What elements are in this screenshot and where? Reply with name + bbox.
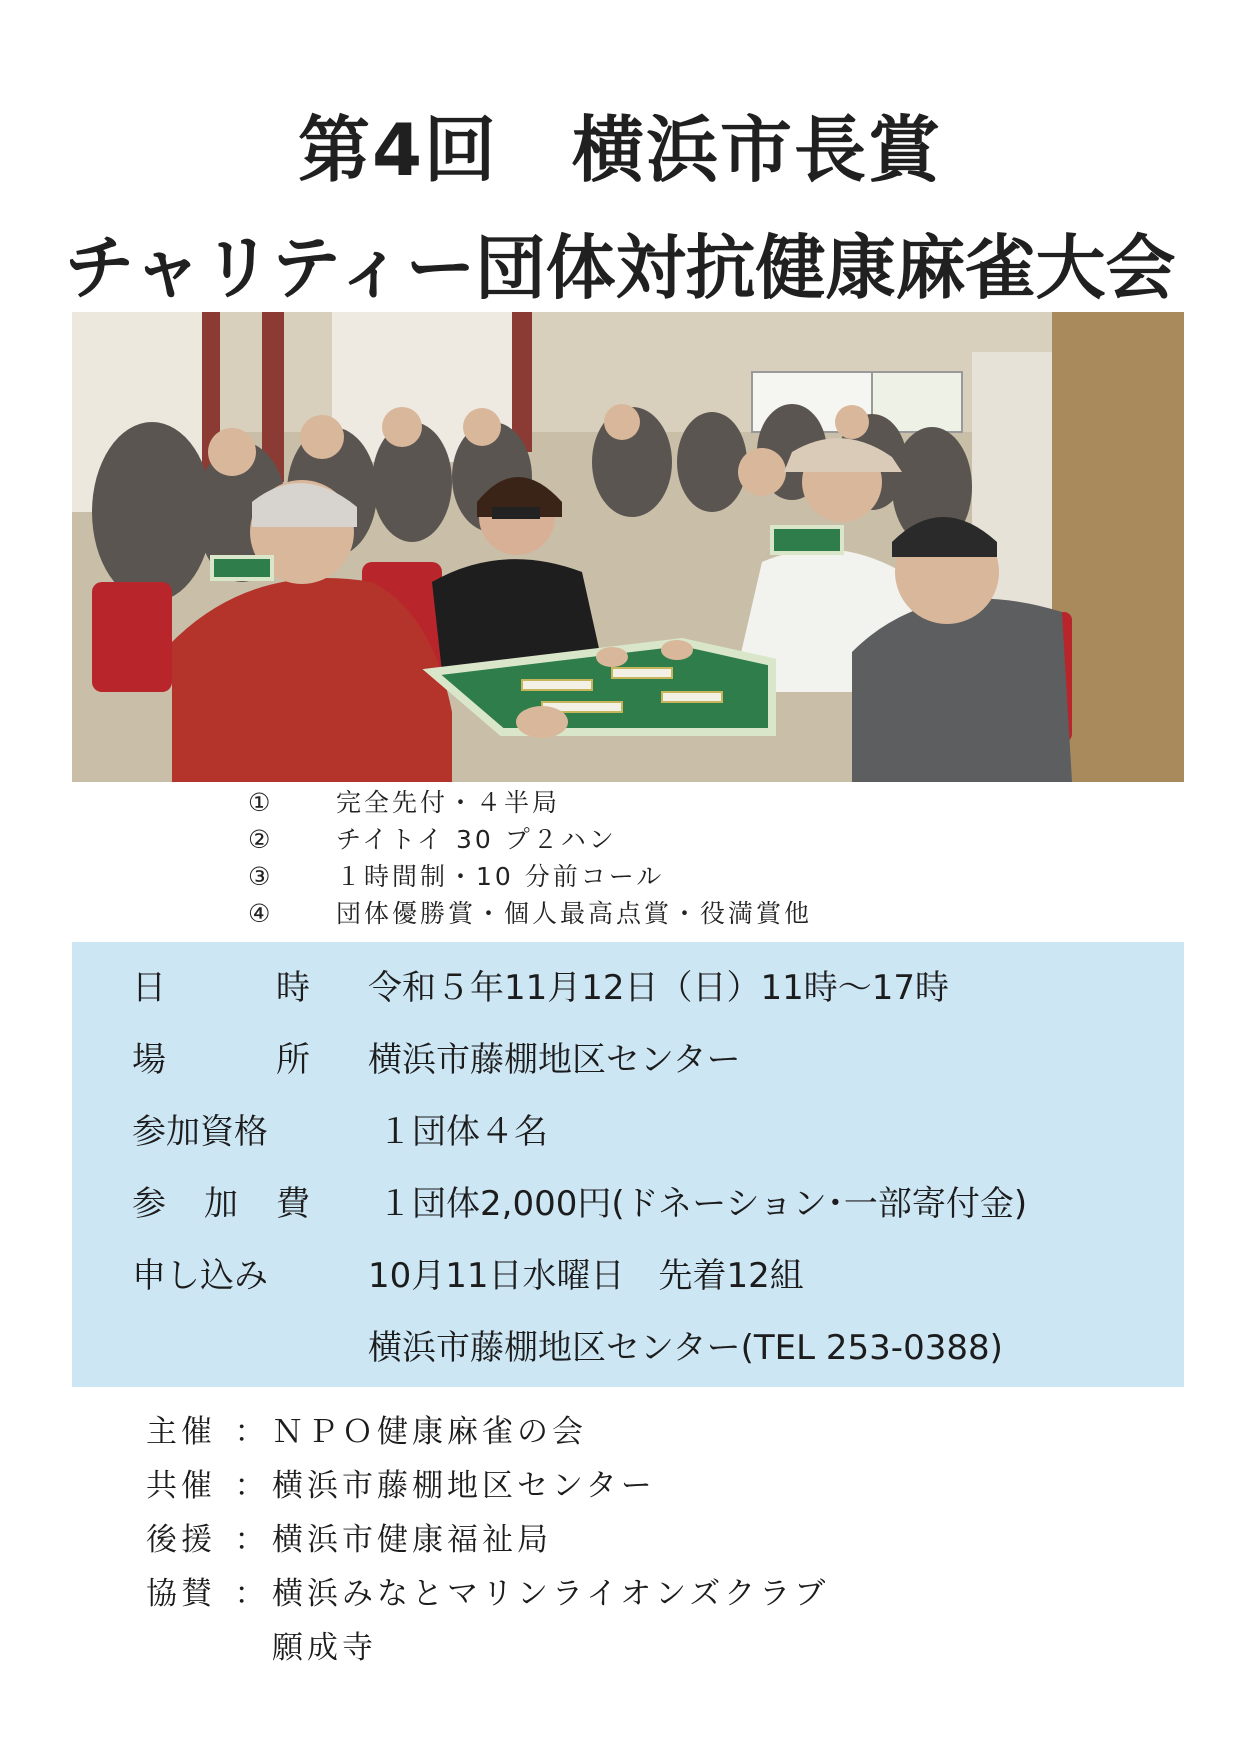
- label-char: 費: [276, 1184, 310, 1224]
- rule-item: [248, 784, 1148, 821]
- organizer-colon: ：: [234, 1468, 266, 1504]
- info-row-contact: [72, 1310, 1184, 1370]
- rules-list: [248, 784, 1148, 932]
- info-label-place: [132, 1032, 310, 1081]
- info-label-fee: [132, 1176, 310, 1225]
- info-row-application: [72, 1238, 1184, 1298]
- label-char: 時: [276, 968, 310, 1008]
- organizer-name: 横浜市健康福祉局: [272, 1522, 552, 1558]
- label-char: 参: [132, 1184, 166, 1224]
- organizer-role: 協賛: [146, 1576, 216, 1612]
- organizer-colon: ：: [234, 1522, 266, 1558]
- info-value-eligibility: １団体４名: [378, 1112, 548, 1152]
- organizer-row: [146, 1405, 1146, 1459]
- rule-item: [248, 821, 1148, 858]
- info-value-contact: 横浜市藤棚地区センター(TEL 253-0388): [368, 1328, 1003, 1368]
- info-label-eligibility: 参加資格: [132, 1112, 268, 1152]
- label-char: 所: [276, 1040, 310, 1080]
- event-photo: [72, 312, 1184, 782]
- info-value-date: 令和５年11月12日（日）11時～17時: [368, 968, 950, 1008]
- organizer-row: [146, 1621, 1146, 1675]
- event-title-line1: 第4回 横浜市長賞: [297, 108, 943, 192]
- organizer-colon: ：: [234, 1576, 266, 1612]
- event-title-line2: チャリティー団体対抗健康麻雀大会: [64, 227, 1176, 309]
- rule-item: [248, 895, 1148, 932]
- organizer-colon: ：: [234, 1414, 266, 1450]
- info-row-date: [72, 950, 1184, 1010]
- organizer-role: 後援: [146, 1522, 216, 1558]
- rule-item: [248, 858, 1148, 895]
- organizer-name: 横浜市藤棚地区センター: [272, 1468, 656, 1504]
- organizer-name: ＮＰＯ健康麻雀の会: [272, 1414, 587, 1450]
- label-char: 日: [132, 968, 166, 1008]
- rule-number: ④: [248, 899, 271, 928]
- label-char: 場: [132, 1040, 166, 1080]
- organizer-name: 横浜みなとマリンライオンズクラブ: [272, 1576, 830, 1612]
- info-label-application: 申し込み: [132, 1256, 268, 1296]
- rule-text: 団体優勝賞・個人最高点賞・役満賞他: [336, 899, 813, 928]
- info-value-application: 10月11日水曜日 先着12組: [368, 1256, 804, 1296]
- info-label-date: [132, 960, 310, 1009]
- event-info-box: [72, 942, 1184, 1387]
- organizer-name: 願成寺: [272, 1630, 377, 1666]
- rule-text: 完全先付・４半局: [336, 788, 561, 817]
- organizers-list: [146, 1405, 1146, 1675]
- organizer-row: [146, 1513, 1146, 1567]
- organizer-row: [146, 1459, 1146, 1513]
- rule-text: チイトイ 30 プ２ハン: [336, 825, 617, 854]
- organizer-role: 共催: [146, 1468, 216, 1504]
- info-value-fee: １団体2,000円(ドネーション･一部寄付金): [378, 1184, 1028, 1224]
- info-value-place: 横浜市藤棚地区センター: [368, 1040, 741, 1080]
- rule-text: １時間制・10 分前コール: [336, 862, 665, 891]
- info-row-fee: [72, 1166, 1184, 1226]
- label-char: 加: [204, 1184, 238, 1224]
- organizer-row: [146, 1567, 1146, 1621]
- organizer-role: 主催: [146, 1414, 216, 1450]
- rule-number: ②: [248, 825, 271, 854]
- rule-number: ③: [248, 862, 271, 891]
- rule-number: ①: [248, 788, 271, 817]
- info-row-eligibility: [72, 1094, 1184, 1154]
- info-row-place: [72, 1022, 1184, 1082]
